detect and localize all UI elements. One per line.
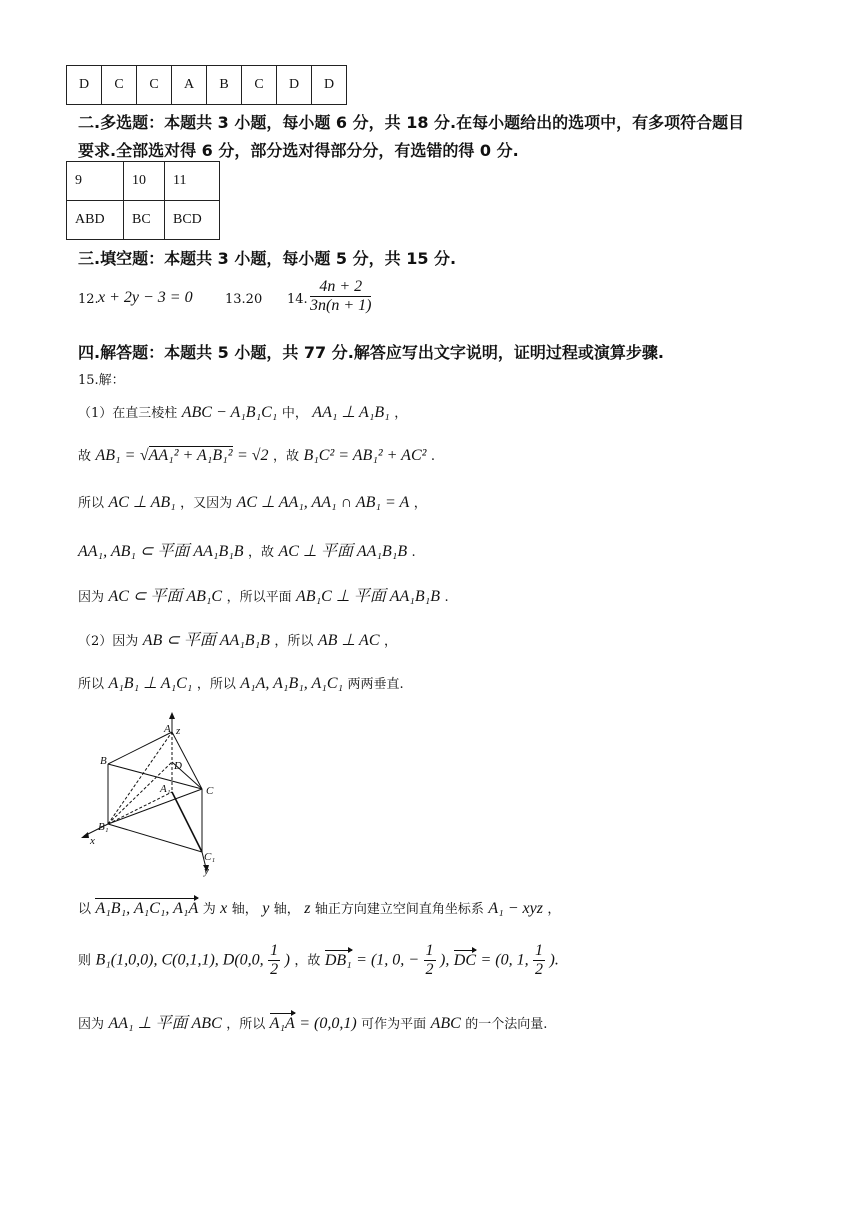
step-text: 故	[78, 449, 92, 464]
table-cell: BCD	[165, 201, 220, 240]
math-expr: )	[284, 951, 290, 969]
table-cell: ABD	[67, 201, 124, 240]
table-row	[67, 201, 220, 240]
math-expr: AA₁, AB₁ ⊂ 平面 AA₁B₁B	[78, 543, 244, 560]
math-expr: A₁A, A₁B₁, A₁C₁	[240, 675, 344, 692]
vector-expr: A₁B₁, A₁C₁, A₁A	[95, 900, 199, 917]
sqrt-expr: AA₁² + A₁B₁²	[148, 447, 233, 464]
fraction-numerator: 1	[425, 942, 434, 959]
table-cell: D	[277, 66, 312, 105]
math-expr: AC ⊥ AB₁	[108, 494, 176, 511]
step-text: ，故	[272, 449, 299, 464]
label-C: C	[206, 785, 214, 797]
math-expr: AB₁C ⊥ 平面 AA₁B₁B	[296, 588, 440, 605]
step-text: .	[444, 590, 449, 605]
step-text: 轴正方向建立空间直角坐标系	[314, 902, 484, 917]
fraction-numerator: 1	[535, 942, 544, 959]
math-expr: )	[440, 951, 446, 969]
math-expr: AC ⊂ 平面 AB₁C	[108, 588, 223, 605]
solution-step-7	[78, 673, 404, 693]
label-D: D	[174, 760, 182, 772]
vector-expr: DB₁	[324, 951, 352, 969]
section3-heading: 三.填空题：本题共 3 小题，每小题 5 分，共 15 分.	[78, 249, 457, 268]
q12-label: 12.	[78, 292, 99, 307]
q14-denominator: 3n(n + 1)	[310, 297, 372, 314]
math-expr: AB₁ =	[95, 447, 136, 464]
solution-step-2: 故 AB₁ = √AA₁² + A₁B₁² = √2 ，故 B₁C² = AB₁² + AC² .	[78, 447, 436, 464]
label-A1: A₁	[160, 783, 171, 795]
step-text: 则	[78, 953, 92, 969]
math-expr: = (0, 1,	[480, 951, 529, 969]
section2-heading-line2: 要求.全部选对得 6 分，部分选对得部分分，有选错的得 0 分.	[78, 141, 519, 160]
math-expr: ).	[549, 951, 559, 969]
step-text: 因为	[78, 1017, 105, 1032]
answer-table-multi-choice	[66, 161, 220, 240]
fraction-denominator: 2	[425, 961, 434, 978]
table-cell: C	[242, 66, 277, 105]
q14-label: 14.	[287, 292, 308, 307]
step-text: .	[430, 449, 436, 464]
table-cell: BC	[124, 201, 165, 240]
step-text: ，所以	[274, 634, 314, 649]
step-text: 两两垂直.	[347, 677, 404, 692]
step-text: 的一个法向量.	[465, 1017, 548, 1032]
table-cell: C	[102, 66, 137, 105]
math-expr: AA₁ ⊥ A₁B₁	[312, 404, 390, 421]
label-z: z	[176, 725, 181, 737]
label-x: x	[90, 835, 95, 847]
step-text: 可作为平面	[361, 1017, 427, 1032]
math-expr: = (1, 0, −	[356, 951, 420, 969]
math-expr: ABC − A₁B₁C₁	[181, 404, 278, 421]
solution-step-5	[78, 583, 449, 606]
step-text: .	[411, 545, 416, 560]
step-text: 因为	[78, 590, 105, 605]
math-expr: ABC	[430, 1015, 461, 1032]
section4-heading: 四.解答题：本题共 5 小题，共 77 分.解答应写出文字说明，证明过程或演算步骤.	[78, 343, 664, 362]
fraction-half	[533, 942, 545, 979]
table-header-cell: 10	[124, 162, 165, 201]
table-cell: A	[172, 66, 207, 105]
table-row	[67, 162, 220, 201]
table-cell: D	[67, 66, 102, 105]
step-text: 以	[78, 902, 92, 917]
math-expr: AB ⊂ 平面 AA₁B₁B	[142, 632, 270, 649]
math-expr: x	[220, 900, 228, 917]
fraction-half	[268, 942, 280, 979]
table-cell: D	[312, 66, 347, 105]
math-expr: y	[262, 900, 270, 917]
math-expr: B₁(1,0,0), C(0,1,1), D(0,0,	[95, 951, 264, 969]
fraction-half	[424, 942, 436, 979]
prism-coordinate-figure	[78, 712, 238, 882]
label-A: A	[164, 723, 171, 735]
step-text: ，又因为	[180, 496, 233, 511]
step-text: 为	[202, 902, 216, 917]
math-expr: = (0,0,1)	[299, 1015, 357, 1032]
q12-answer: x + 2y − 3 = 0	[98, 289, 193, 306]
q14-numerator: 4n + 2	[310, 278, 371, 297]
step-text: ，所以	[196, 677, 236, 692]
table-row	[67, 66, 347, 105]
answer-table-single-choice	[66, 65, 347, 105]
table-header-cell: 11	[165, 162, 220, 201]
step-text: 所以	[78, 677, 105, 692]
solution-step-8	[78, 898, 560, 918]
math-expr: AB ⊥ AC	[317, 632, 380, 649]
table-header-cell: 9	[67, 162, 124, 201]
step-text: 中，	[281, 406, 308, 421]
math-expr: A₁ − xyz	[488, 900, 543, 917]
step-text: ，故	[248, 545, 275, 560]
step-text: 轴，	[273, 902, 300, 917]
math-expr: z	[304, 900, 311, 917]
fraction-denominator: 2	[535, 961, 544, 978]
solution-step-1	[78, 402, 407, 422]
step-text: ，故	[294, 953, 321, 969]
math-expr: A₁B₁ ⊥ A₁C₁	[108, 675, 193, 692]
solution-step-3	[78, 492, 427, 512]
table-cell: C	[137, 66, 172, 105]
step-text: ，所以	[226, 1017, 266, 1032]
step-text: ，	[394, 406, 408, 421]
section2-heading-line1: 二.多选题：本题共 3 小题，每小题 6 分，共 18 分.在每小题给出的选项中，有多项符合题目	[78, 113, 745, 132]
step-text: （1）在直三棱柱	[78, 406, 178, 421]
label-y: y	[204, 865, 209, 877]
label-B1: B₁	[98, 821, 109, 833]
step-text: （2）因为	[78, 634, 139, 649]
step-text: ，	[547, 902, 561, 917]
step-text: ，	[413, 496, 427, 511]
step-text: 所以	[78, 496, 105, 511]
step-text: 轴，	[231, 902, 258, 917]
vector-expr: A₁A	[269, 1015, 295, 1032]
q15-label: 15.解：	[78, 373, 125, 388]
q14-fraction	[310, 278, 371, 315]
solution-step-9: 则 B₁(1,0,0), C(0,1,1), D(0,0, $\frac{1}{2}$ ) ，故 DB₁ = (1, 0, − $\frac{1}{2}$ ), DC = (0, 1, $\frac{1}{2}$ ).	[78, 942, 559, 978]
math-expr: AC ⊥ AA₁, AA₁ ∩ AB₁ = A	[236, 494, 410, 511]
solution-step-6	[78, 627, 397, 650]
solution-step-4	[78, 538, 416, 561]
step-text: ，	[383, 634, 397, 649]
q13-answer: 13.20	[225, 292, 263, 307]
math-expr: B₁C² = AB₁² + AC²	[303, 447, 427, 464]
vector-expr: DC	[453, 951, 477, 969]
table-cell: B	[207, 66, 242, 105]
label-B: B	[100, 755, 107, 767]
solution-step-10	[78, 1010, 547, 1033]
math-expr: = √2	[236, 447, 269, 464]
fraction-denominator: 2	[270, 961, 279, 978]
math-expr: AA₁ ⊥ 平面 ABC	[108, 1015, 222, 1032]
fraction-numerator: 1	[270, 942, 279, 959]
math-expr: AC ⊥ 平面 AA₁B₁B	[278, 543, 408, 560]
label-C1: C₁	[204, 851, 216, 863]
step-text: ，所以平面	[226, 590, 292, 605]
